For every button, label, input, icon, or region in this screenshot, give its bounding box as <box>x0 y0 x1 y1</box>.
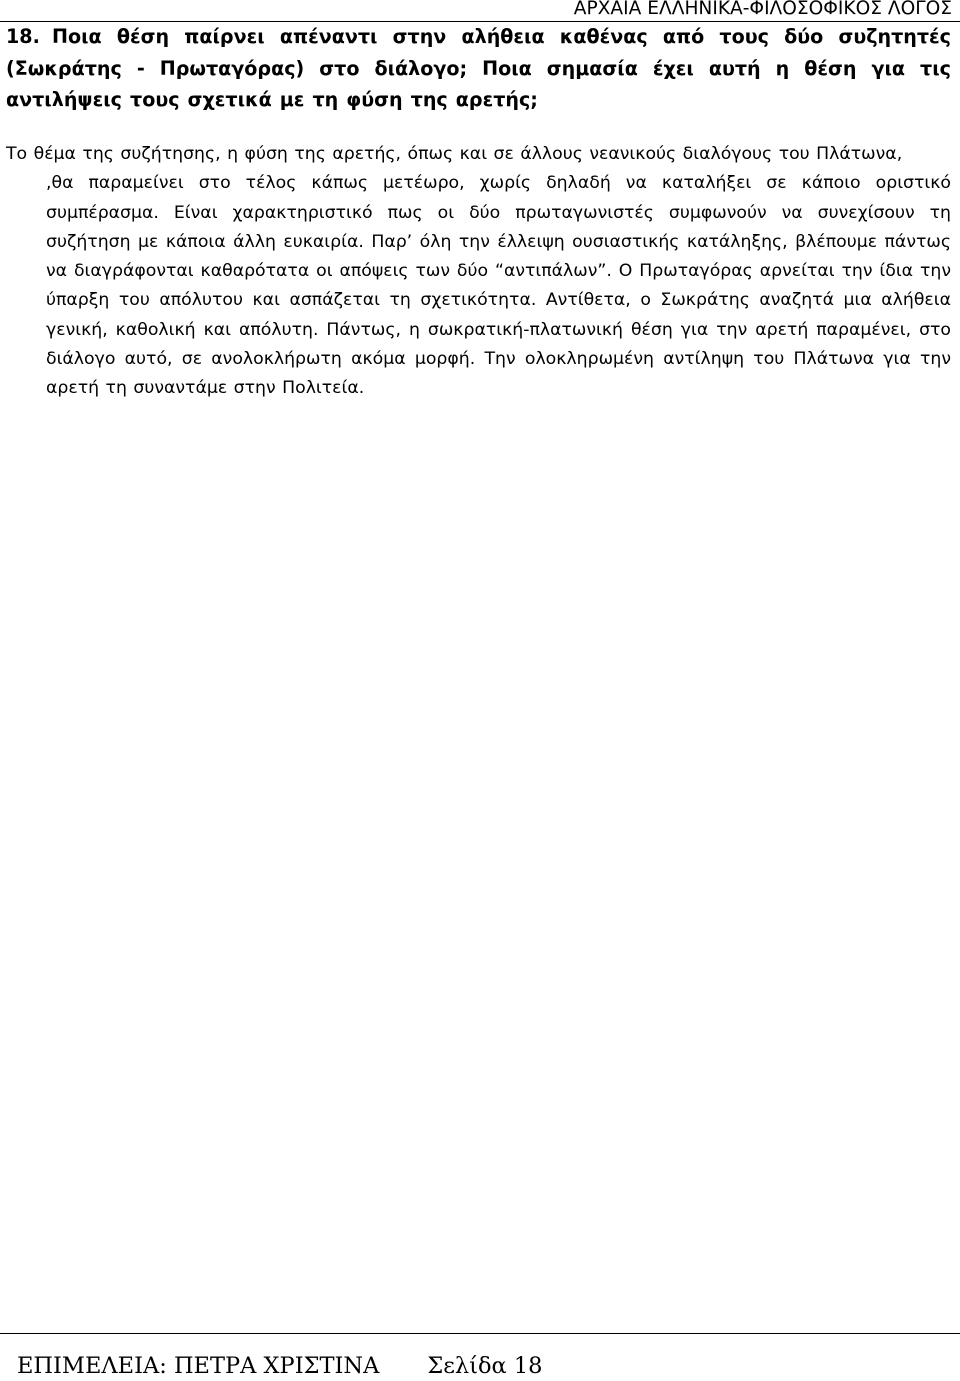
question-heading <box>6 21 951 116</box>
footer-divider <box>0 1333 960 1334</box>
running-header: ΑΡΧΑΙΑ ΕΛΛΗΝΙΚΑ-ΦΙΛΟΣΟΦΙΚΟΣ ΛΟΓΟΣ <box>573 0 952 19</box>
footer-editor: ΕΠΙΜΕΛΕΙΑ: ΠΕΤΡΑ ΧΡΙΣΤΙΝΑ <box>17 1353 380 1379</box>
answer-first-line: Το θέμα της συζήτησης, η φύση της αρετής, όπως και σε άλλους νεανικούς διαλόγους του Πλάτωνα, <box>6 144 903 164</box>
answer-paragraph <box>6 140 951 403</box>
question-number: 18. <box>6 25 40 48</box>
page-footer <box>17 1352 543 1380</box>
question-text: Ποια θέση παίρνει απέναντι στην αλήθεια καθένας από τους δύο συζητητές (Σωκράτης - Πρωταγόρας) στο διάλογο; Ποια σημασία έχει αυτή η θέση για τις αντιλήψεις τους σχετικά με τη φύση της αρετής; <box>6 25 951 111</box>
footer-page-number: Σελίδα 18 <box>427 1353 543 1379</box>
answer-body: ,θα παραμείνει στο τέλος κάπως μετέωρο, χωρίς δηλαδή να καταλήξει σε κάποιο οριστικό συμπέρασμα. Είναι χαρακτηριστικό πως οι δύο πρωταγωνιστές συμφωνούν να συνεχίσουν τη συζήτηση με κάποια άλλη ευκαιρία. Παρ’ όλη την έλλειψη ουσιαστικής κατάληξης, βλέπουμε πάντως να διαγράφονται καθαρότατα οι απόψεις των δύο “αντιπάλων”. Ο Πρωταγόρας αρνείται την ίδια την ύπαρξη του απόλυτου και ασπάζεται τη σχετικότητα. Αντίθετα, ο Σωκράτης αναζητά μια αλήθεια γενική, καθολική και απόλυτη. Πάντως, η σωκρατική-πλατωνική θέση για την αρετή παραμένει, στο διάλογο αυτό, σε ανολοκλήρωτη ακόμα μορφή. Την ολοκληρωμένη αντίληψη του Πλάτωνα για την αρετή τη συναντάμε στην Πολιτεία. <box>46 173 951 398</box>
